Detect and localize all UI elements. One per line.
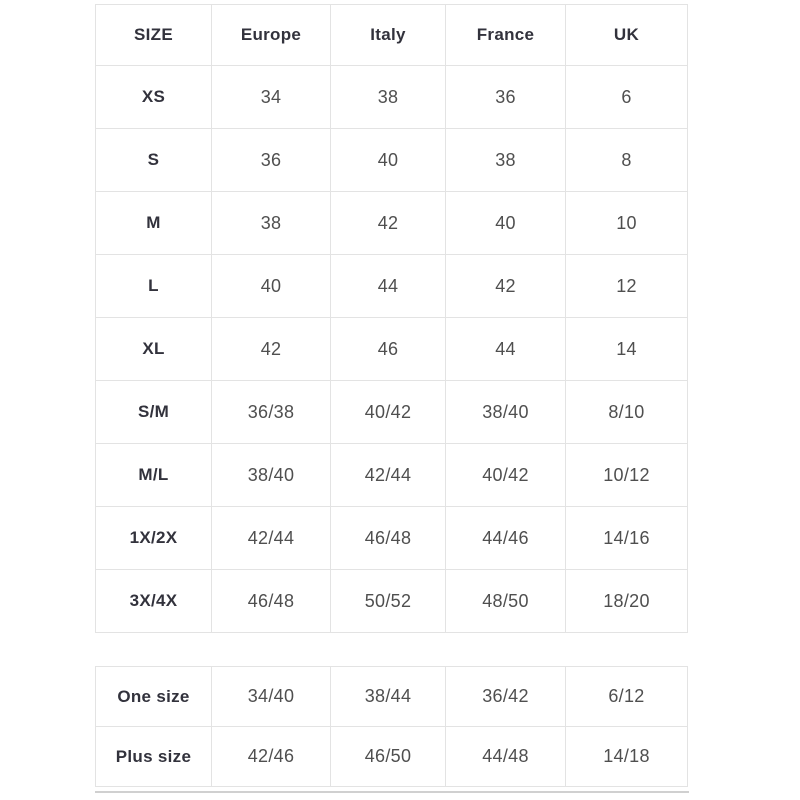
one-size-plus-size-table — [95, 666, 688, 787]
value-cell: 38/44 — [331, 667, 446, 727]
value-cell: 40/42 — [446, 444, 566, 507]
value-cell: 42 — [446, 255, 566, 318]
table-row — [96, 381, 688, 444]
value-cell: 34/40 — [212, 667, 331, 727]
value-cell: 42/44 — [212, 507, 331, 570]
value-cell: 42 — [212, 318, 331, 381]
value-cell: 36/38 — [212, 381, 331, 444]
value-cell: 36 — [446, 66, 566, 129]
value-cell: 12 — [566, 255, 688, 318]
column-header: Europe — [212, 5, 331, 66]
value-cell: 38/40 — [212, 444, 331, 507]
value-cell: 44 — [331, 255, 446, 318]
value-cell: 48/50 — [446, 570, 566, 633]
column-header: Italy — [331, 5, 446, 66]
table-row — [96, 667, 688, 727]
value-cell: 10/12 — [566, 444, 688, 507]
value-cell: 40 — [212, 255, 331, 318]
value-cell: 44 — [446, 318, 566, 381]
size-label-cell: M/L — [96, 444, 212, 507]
value-cell: 46/48 — [331, 507, 446, 570]
header-row — [96, 5, 688, 66]
size-label-cell: M — [96, 192, 212, 255]
cut-off-table-top-edge — [95, 791, 689, 793]
value-cell: 14/18 — [566, 727, 688, 787]
value-cell: 42/44 — [331, 444, 446, 507]
value-cell: 38 — [212, 192, 331, 255]
size-label-cell: 1X/2X — [96, 507, 212, 570]
value-cell: 40 — [331, 129, 446, 192]
value-cell: 6/12 — [566, 667, 688, 727]
table-row — [96, 507, 688, 570]
table-row — [96, 444, 688, 507]
size-label-cell: XS — [96, 66, 212, 129]
size-table-header — [96, 5, 688, 66]
table-row — [96, 318, 688, 381]
value-cell: 44/48 — [446, 727, 566, 787]
size-label-cell: XL — [96, 318, 212, 381]
value-cell: 34 — [212, 66, 331, 129]
size-conversion-table — [95, 4, 688, 633]
value-cell: 46/50 — [331, 727, 446, 787]
size-label-cell: S/M — [96, 381, 212, 444]
value-cell: 38 — [446, 129, 566, 192]
value-cell: 42/46 — [212, 727, 331, 787]
value-cell: 14/16 — [566, 507, 688, 570]
column-header: UK — [566, 5, 688, 66]
value-cell: 8/10 — [566, 381, 688, 444]
table-row — [96, 570, 688, 633]
size-label-cell: One size — [96, 667, 212, 727]
column-header: France — [446, 5, 566, 66]
table-row — [96, 192, 688, 255]
value-cell: 18/20 — [566, 570, 688, 633]
value-cell: 46 — [331, 318, 446, 381]
value-cell: 38 — [331, 66, 446, 129]
value-cell: 36/42 — [446, 667, 566, 727]
value-cell: 46/48 — [212, 570, 331, 633]
value-cell: 42 — [331, 192, 446, 255]
table-row — [96, 255, 688, 318]
size-label-cell: S — [96, 129, 212, 192]
size-label-cell: Plus size — [96, 727, 212, 787]
table-row — [96, 129, 688, 192]
size-table-body — [96, 66, 688, 633]
size-label-cell: 3X/4X — [96, 570, 212, 633]
extra-table-body — [96, 667, 688, 787]
table-row — [96, 727, 688, 787]
value-cell: 36 — [212, 129, 331, 192]
value-cell: 40 — [446, 192, 566, 255]
table-row — [96, 66, 688, 129]
value-cell: 50/52 — [331, 570, 446, 633]
value-cell: 6 — [566, 66, 688, 129]
value-cell: 14 — [566, 318, 688, 381]
value-cell: 38/40 — [446, 381, 566, 444]
value-cell: 10 — [566, 192, 688, 255]
column-header: SIZE — [96, 5, 212, 66]
value-cell: 44/46 — [446, 507, 566, 570]
value-cell: 8 — [566, 129, 688, 192]
value-cell: 40/42 — [331, 381, 446, 444]
size-label-cell: L — [96, 255, 212, 318]
